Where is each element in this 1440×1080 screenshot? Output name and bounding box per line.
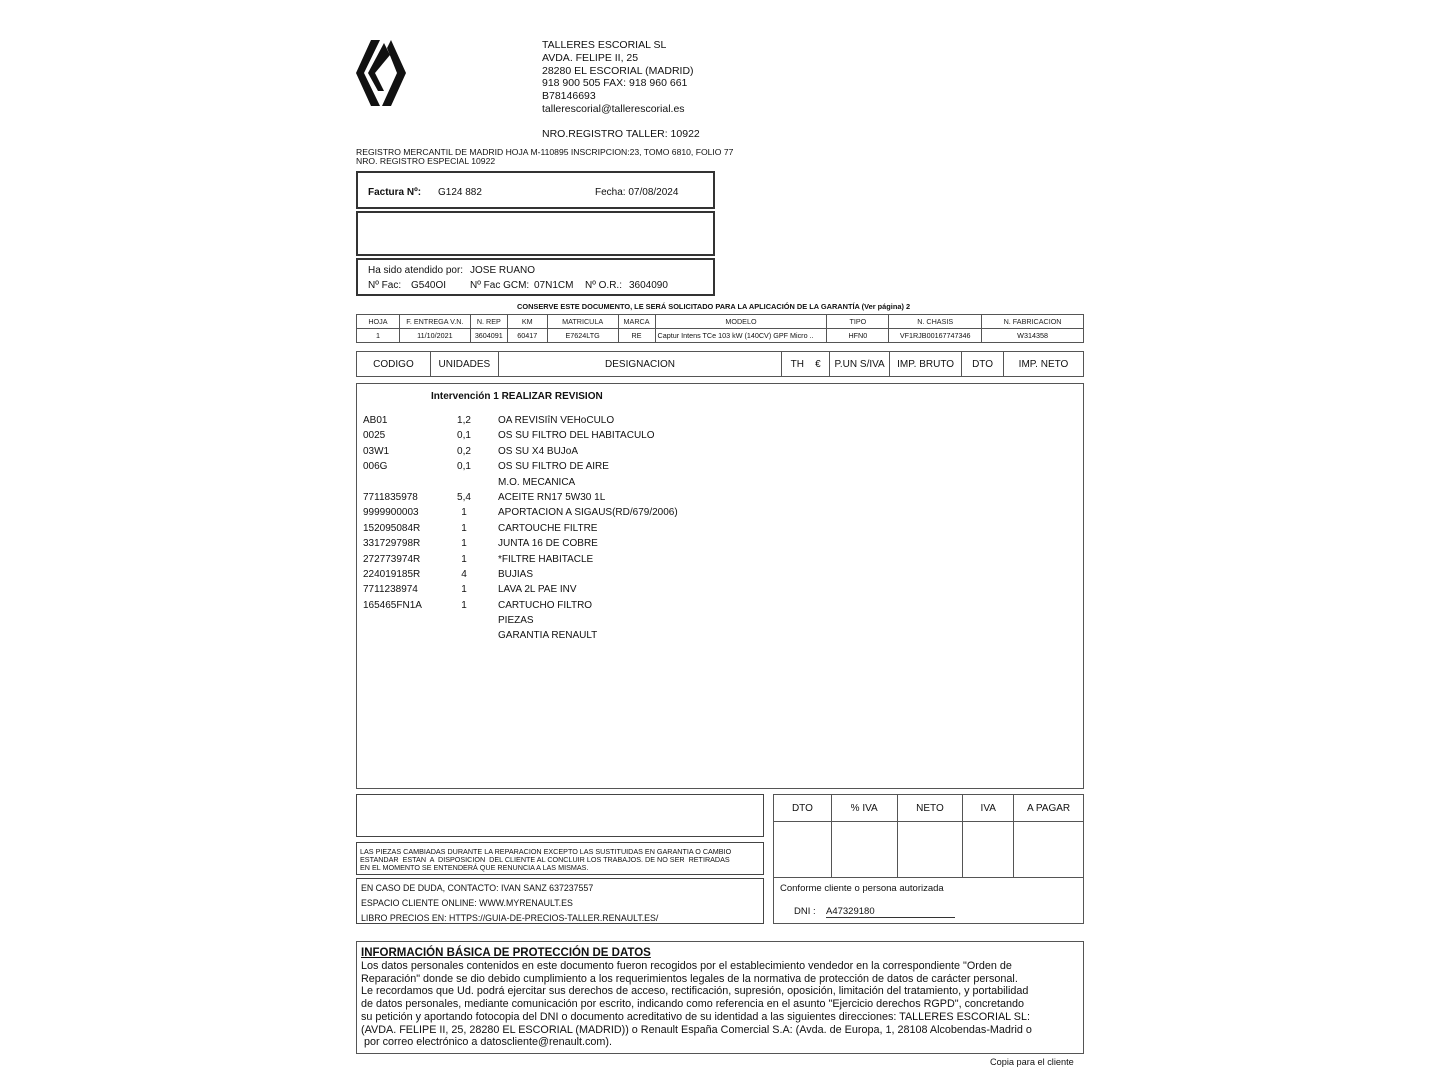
nor-label: Nº O.R.: (585, 280, 622, 291)
item-qty: 0,1 (457, 461, 471, 473)
item-code: 03W1 (363, 445, 390, 457)
privacy-box (356, 941, 1084, 1054)
company-info (542, 39, 694, 116)
libro-precios-line: LIBRO PRECIOS EN: HTTPS://GUIA-DE-PRECIOS-TALLER.RENAULT.ES/ (361, 913, 659, 923)
fecha: Fecha: 07/08/2024 (595, 187, 679, 198)
item-code: 7711238974 (363, 584, 418, 596)
item-qty: 4 (461, 568, 467, 580)
notes-box (356, 794, 764, 837)
item-desc: CARTUCHO FILTRO (498, 599, 593, 611)
items-header-cell: IMP. BRUTO (890, 352, 962, 377)
item-qty: 0,1 (457, 430, 471, 442)
totals-value-cell (774, 822, 832, 878)
totals-value-cell (831, 822, 897, 878)
item-desc: OS SU FILTRO DE AIRE (498, 461, 609, 473)
item-desc: APORTACION A SIGAUS(RD/679/2006) (498, 507, 678, 519)
items-header-cell: CODIGO (357, 352, 431, 377)
item-code: 7711835978 (363, 491, 418, 503)
privacy-line: Los datos personales contenidos en este documento fueron recogidos por el establecimiento vendedor en la correspondiente "Orden de (361, 960, 1012, 972)
item-code: 165465FN1A (363, 599, 422, 611)
renault-logo-icon (356, 40, 406, 106)
item-qty: 1 (461, 522, 467, 534)
totals-header-cell: NETO (897, 795, 963, 822)
item-code: AB01 (363, 415, 388, 426)
conforme-label: Conforme cliente o persona autorizada (780, 883, 944, 894)
totals-value-cell (897, 822, 963, 878)
registro-mercantil (356, 148, 733, 166)
vehicle-table (356, 314, 1084, 343)
customer-box (356, 211, 715, 256)
item-desc: OS SU FILTRO DEL HABITACULO (498, 430, 655, 442)
vehicle-value-cell: RE (618, 329, 655, 343)
vehicle-value-cell: 3604091 (470, 329, 507, 343)
vehicle-value-cell: 11/10/2021 (399, 329, 470, 343)
item-desc: PIEZAS (498, 615, 534, 627)
company-email: tallerescorial@tallerescorial.es (542, 102, 685, 115)
items-header-cell: TH € (782, 352, 830, 377)
vehicle-value-cell: HFN0 (827, 329, 889, 343)
item-qty: 0,2 (457, 445, 471, 457)
company-name: TALLERES ESCORIAL SL (542, 39, 667, 51)
factura-number: G124 882 (438, 187, 482, 198)
vehicle-value-cell: Captur Intens TCe 103 kW (140CV) GPF Micro .. (655, 329, 827, 343)
item-desc: OA REVISIîN VEHoCULO (498, 415, 615, 426)
totals-header-cell: % IVA (831, 795, 897, 822)
privacy-line: Le recordamos que Ud. podrá ejercitar sus derechos de acceso, rectificación, supresión, oposición, limitación del tratamiento, y portabilidad (361, 985, 1029, 998)
registro-mercantil-line: REGISTRO MERCANTIL DE MADRID HOJA M-110895 INSCRIPCION:23, TOMO 6810, FOLIO 77 (356, 147, 734, 157)
copia-footer: Copia para el cliente (990, 1057, 1074, 1067)
company-cif: B78146693 (542, 90, 596, 103)
items-header-cell: IMP. NETO (1004, 352, 1084, 377)
vehicle-value-cell: E7624LTG (547, 329, 618, 343)
items-header-cell: UNIDADES (430, 352, 498, 377)
item-desc: *FILTRE HABITACLE (498, 553, 594, 565)
conserve-notice: CONSERVE ESTE DOCUMENTO, LE SERÁ SOLICITADO PARA LA APLICACIÓN DE LA GARANTÍA (Ver página) 2 (517, 302, 911, 311)
item-qty: 1 (461, 584, 467, 596)
vehicle-header-cell: KM (507, 315, 547, 329)
items-header-cell: P.UN S/IVA (830, 352, 890, 377)
item-desc: GARANTIA RENAULT (498, 630, 598, 642)
item-qty: 1 (461, 553, 467, 565)
piezas-notice-line: ESTANDAR ESTAN A DISPOSICION DEL CLIENTE AL CONCLUIR LOS TRABAJOS. DE NO SER RETIRADAS (360, 854, 730, 864)
espacio-cliente-line: ESPACIO CLIENTE ONLINE: WWW.MYRENAULT.ES (361, 898, 573, 908)
item-qty: 1 (461, 599, 467, 611)
vehicle-value-cell: W314358 (982, 329, 1084, 343)
privacy-text (361, 960, 1079, 1049)
item-desc: CARTOUCHE FILTRE (498, 522, 598, 534)
item-qty: 1,2 (457, 415, 471, 426)
totals-header-cell: DTO (774, 795, 832, 822)
privacy-line: de datos personales, mediante comunicación por escrito, indicando como referencia en el asunto "Ejercicio derechos RGPD", concretando (361, 998, 1025, 1011)
totals-header-cell: IVA (963, 795, 1014, 822)
privacy-title: INFORMACIÓN BÁSICA DE PROTECCIÓN DE DATOS (361, 947, 651, 959)
vehicle-header-cell: N. FABRICACION (982, 315, 1084, 329)
totals-table (773, 794, 1084, 878)
nor-value: 3604090 (629, 280, 668, 291)
totals-header-cell: A PAGAR (1014, 795, 1084, 822)
vehicle-value-cell: VF1RJB00167747346 (889, 329, 982, 343)
vehicle-header-cell: HOJA (357, 315, 400, 329)
item-code: 272773974R (363, 553, 421, 565)
registro-taller: NRO.REGISTRO TALLER: 10922 (542, 128, 700, 140)
item-code: 006G (363, 461, 388, 473)
registro-especial-line: NRO. REGISTRO ESPECIAL 10922 (356, 156, 496, 167)
vehicle-header-cell: N. REP (470, 315, 507, 329)
vehicle-value-row (357, 329, 1084, 343)
piezas-notice (356, 842, 764, 875)
item-desc: JUNTA 16 DE COBRE (498, 538, 598, 550)
item-code: 152095084R (363, 522, 421, 534)
item-desc: BUJIAS (498, 568, 534, 580)
vehicle-header-cell: MATRICULA (547, 315, 618, 329)
vehicle-header-row (357, 315, 1084, 329)
item-qty: 1 (461, 538, 467, 550)
item-qty: 5,4 (457, 491, 471, 503)
item-desc: OS SU X4 BUJoA (498, 445, 579, 457)
totals-value-cell (963, 822, 1014, 878)
intervencion-title: Intervención 1 REALIZAR REVISION (431, 391, 603, 402)
item-code: 331729798R (363, 538, 421, 550)
vehicle-value-cell: 60417 (507, 329, 547, 343)
item-desc: M.O. MECANICA (498, 476, 576, 488)
conforme-box (773, 877, 1084, 924)
privacy-line: Reparación" donde se dio debido cumplimiento a los requerimientos legales de la normativa de protección de datos de carácter personal. (361, 972, 1018, 985)
dni-label: DNI : (794, 906, 816, 917)
nfac-label: Nº Fac: (368, 280, 402, 291)
factura-box (356, 171, 715, 209)
items-header (356, 351, 1084, 377)
piezas-notice-line: LAS PIEZAS CAMBIADAS DURANTE LA REPARACION EXCEPTO LAS SUSTITUIDAS EN GARANTIA O CAMBIO (360, 847, 732, 856)
contact-box (356, 878, 764, 924)
vehicle-header-cell: MODELO (655, 315, 827, 329)
item-desc: LAVA 2L PAE INV (498, 584, 577, 596)
company-address: AVDA. FELIPE II, 25 (542, 51, 639, 64)
piezas-notice-line: EN EL MOMENTO SE ENTENDERÁ QUE RENUNCIA A LAS MISMAS. (360, 862, 589, 872)
atendido-label: Ha sido atendido por: (368, 265, 464, 276)
dni-value: A47329180 (826, 906, 955, 918)
atendido-value: JOSE RUANO (470, 265, 536, 276)
totals-value-cell (1014, 822, 1084, 878)
privacy-line: su petición y aportando fotocopia del DNI o documento acreditativo de su identidad a las siguientes direcciones: TALLERES ESCORIAL SL: (361, 1010, 1030, 1023)
company-phone: 918 900 505 FAX: 918 960 661 (542, 77, 688, 90)
vehicle-header-cell: TIPO (827, 315, 889, 329)
items-body (356, 383, 1084, 789)
item-qty: 1 (461, 507, 467, 519)
contact-line: EN CASO DE DUDA, CONTACTO: IVAN SANZ 637237557 (361, 883, 594, 893)
nfac-gcm-label: Nº Fac GCM: (470, 280, 530, 291)
vehicle-header-cell: N. CHASIS (889, 315, 982, 329)
vehicle-header-cell: F. ENTREGA V.N. (399, 315, 470, 329)
privacy-line: por correo electrónico a datoscliente@renault.com). (361, 1036, 613, 1049)
vehicle-header-cell: MARCA (618, 315, 655, 329)
item-code: 0025 (363, 430, 386, 442)
factura-label: Factura Nº: (368, 187, 422, 198)
privacy-line: (AVDA. FELIPE II, 25, 28280 EL ESCORIAL (MADRID)) o Renault España Comercial S.A: (Avda. de Europa, 1, 28108 Alcobendas-Madrid o (361, 1023, 1032, 1036)
company-city: 28280 EL ESCORIAL (MADRID) (542, 64, 694, 77)
nfac-value: G540OI (411, 280, 447, 291)
item-code: 9999900003 (363, 507, 419, 519)
vehicle-value-cell: 1 (357, 329, 400, 343)
atendido-box (356, 258, 715, 296)
nfac-gcm-value: 07N1CM (534, 280, 574, 291)
items-header-cell: DTO (962, 352, 1004, 377)
item-code: 224019185R (363, 568, 421, 580)
items-header-cell: DESIGNACION (498, 352, 781, 377)
item-desc: ACEITE RN17 5W30 1L (498, 491, 606, 503)
